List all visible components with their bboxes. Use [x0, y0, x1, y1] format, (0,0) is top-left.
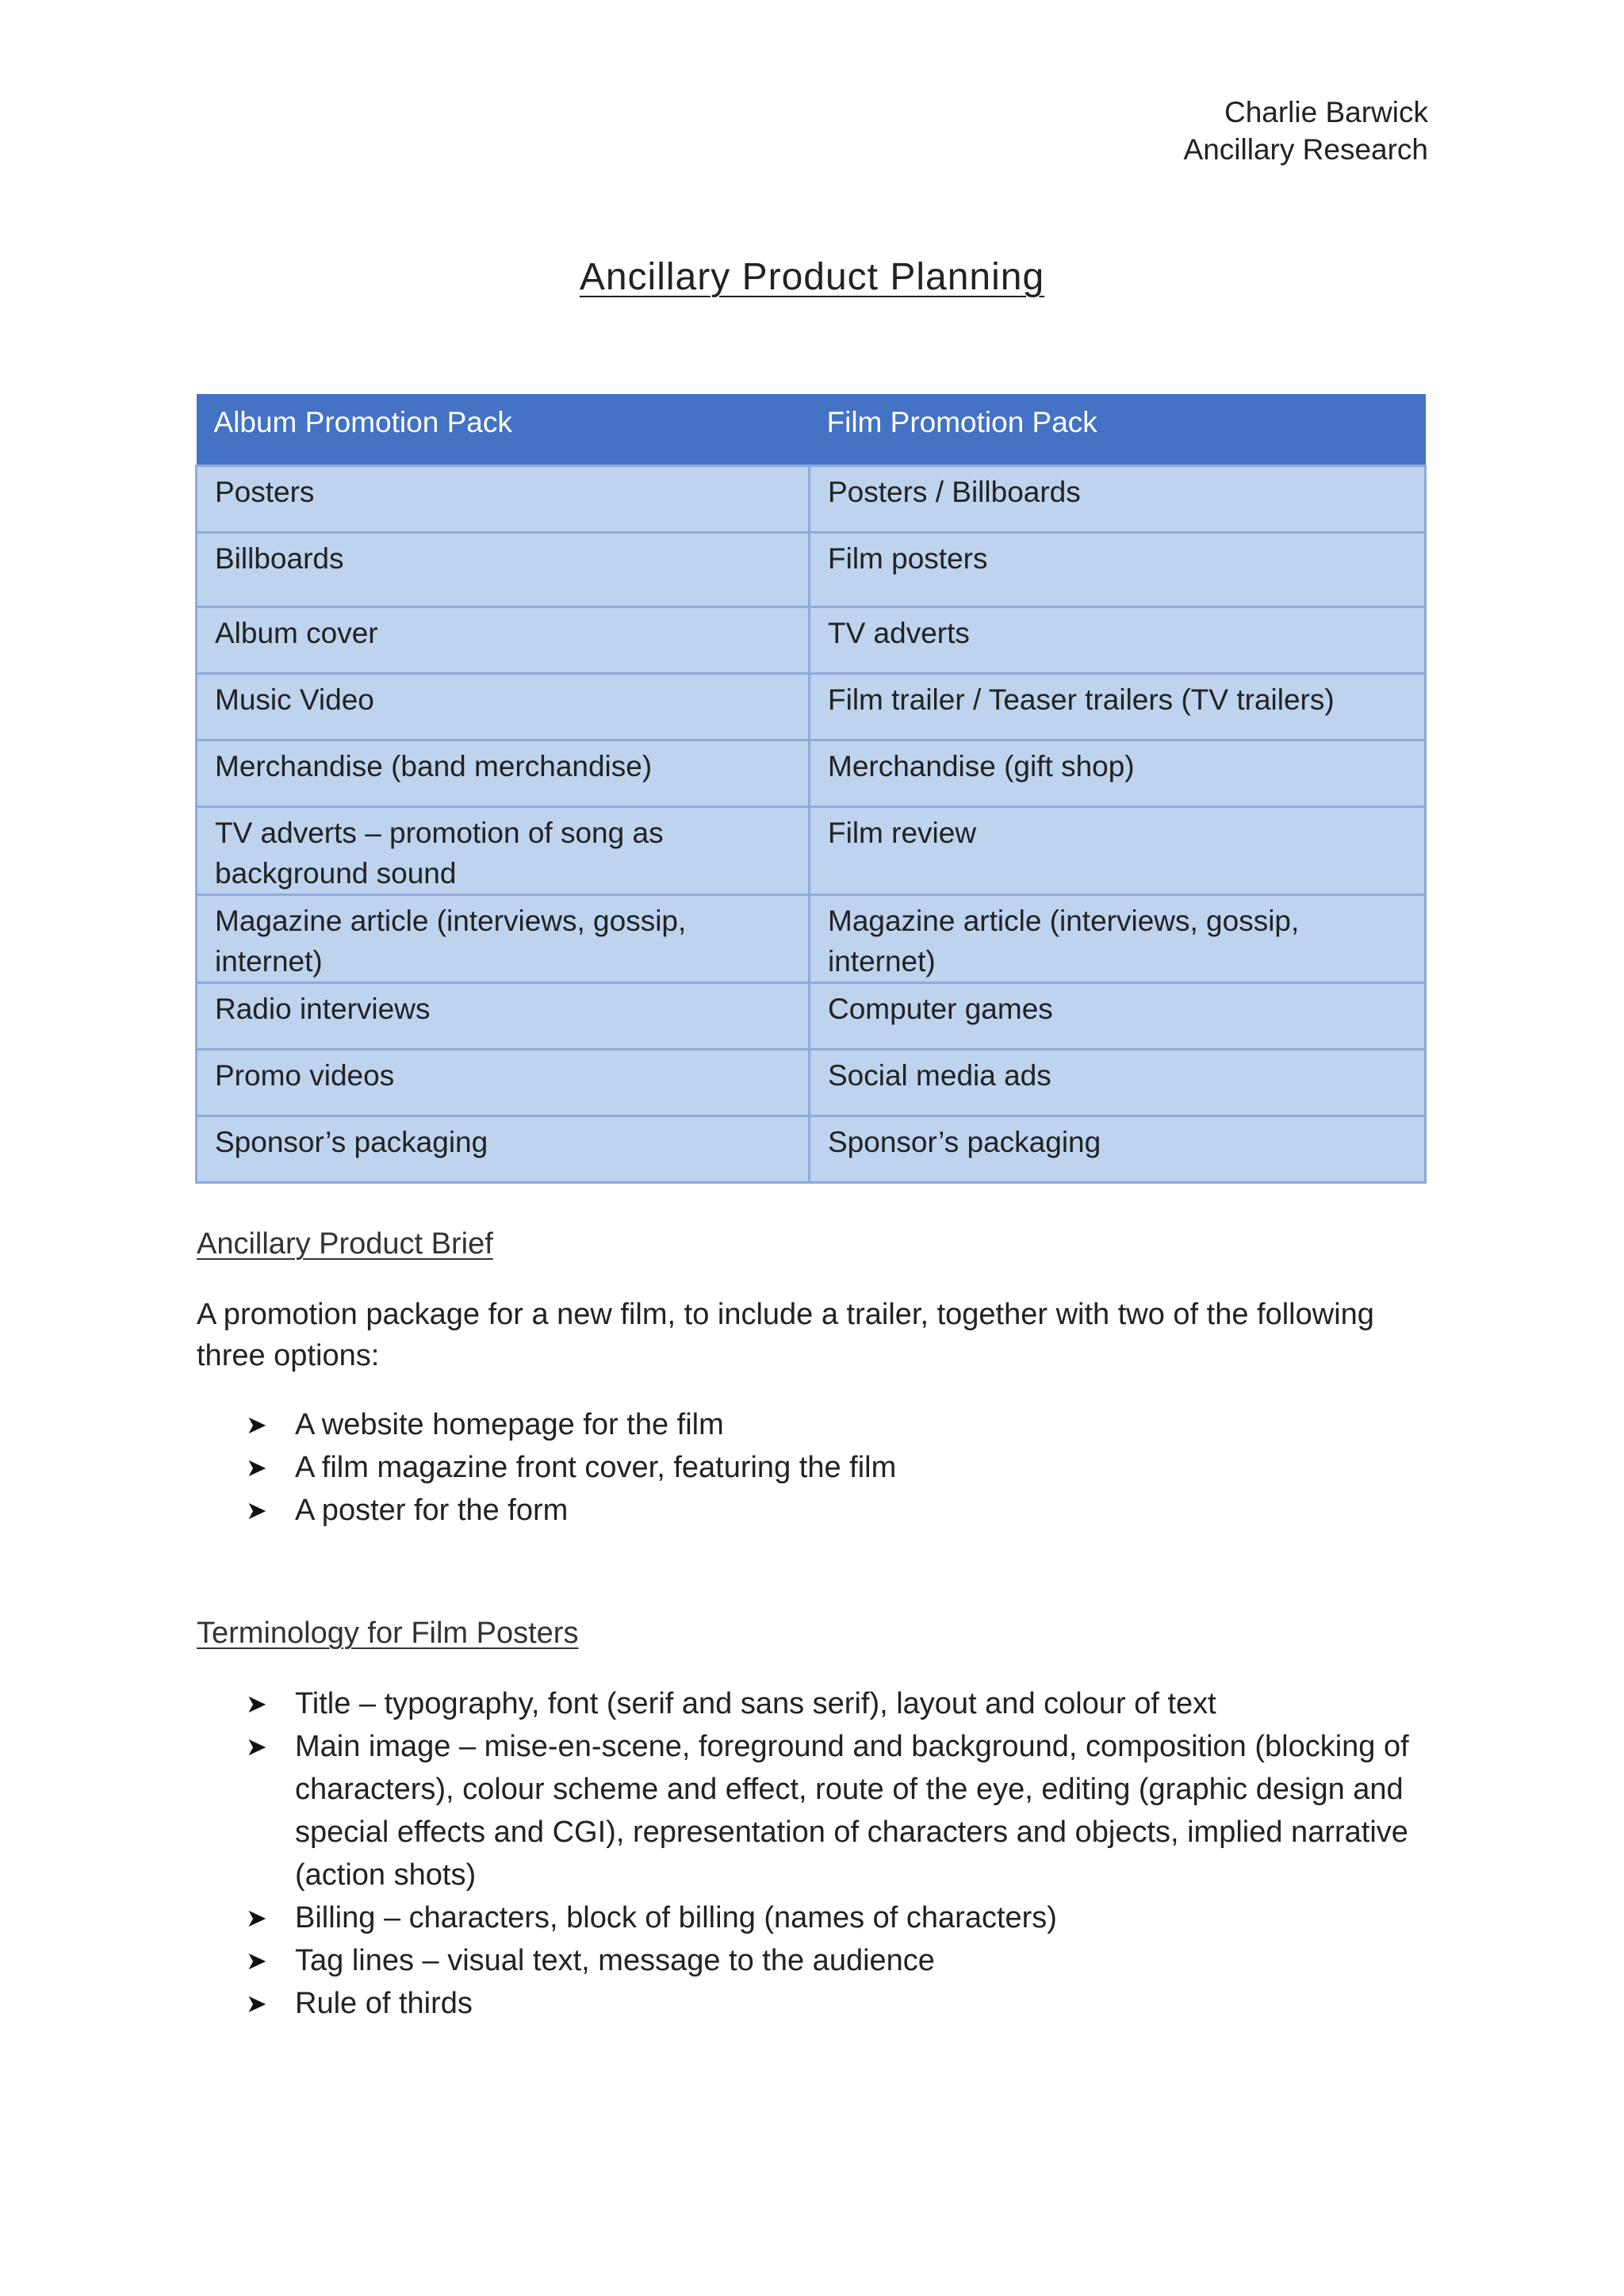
table-row: [197, 465, 1426, 532]
table-row: [197, 1049, 1426, 1115]
table-row: [197, 740, 1426, 806]
author-name: Charlie Barwick: [1224, 96, 1428, 128]
column-header-album: Album Promotion Pack: [197, 394, 810, 465]
list-item: [197, 1446, 1434, 1489]
table-cell-album: Album cover: [197, 607, 810, 673]
terminology-heading: Terminology for Film Posters: [197, 1617, 579, 1650]
list-item-text: Rule of thirds: [295, 1987, 473, 2020]
table-row: [197, 607, 1426, 673]
table-row: [197, 894, 1426, 982]
table-cell-album: Radio interviews: [197, 982, 810, 1049]
list-item: [197, 1489, 1434, 1532]
list-item: [197, 1939, 1434, 1982]
brief-heading: Ancillary Product Brief: [197, 1227, 493, 1261]
page-title: Ancillary Product Planning: [579, 256, 1045, 298]
promotion-pack-table-wrapper: [195, 394, 1424, 1184]
column-header-film: Film Promotion Pack: [810, 394, 1426, 465]
arrow-bullet-icon: ➤: [246, 1410, 267, 1439]
table-row: [197, 532, 1426, 607]
table-cell-album: Music Video: [197, 673, 810, 740]
promotion-pack-table: [195, 394, 1427, 1184]
list-item-text: Billing – characters, block of billing (names of characters): [295, 1901, 1057, 1934]
arrow-bullet-icon: ➤: [246, 1989, 267, 2018]
table-cell-album: Billboards: [197, 532, 810, 607]
table-cell-film: Film review: [810, 806, 1426, 894]
table-cell-film: Social media ads: [810, 1049, 1426, 1115]
table-row: [197, 1115, 1426, 1182]
list-item: [197, 1403, 1434, 1446]
list-item-text: A website homepage for the film: [295, 1408, 724, 1441]
list-item-text: Title – typography, font (serif and sans serif), layout and colour of text: [295, 1687, 1216, 1720]
arrow-bullet-icon: ➤: [246, 1904, 267, 1932]
table-cell-film: Computer games: [810, 982, 1426, 1049]
table-cell-album: Merchandise (band merchandise): [197, 740, 810, 806]
table-cell-film: Posters / Billboards: [810, 465, 1426, 532]
table-row: [197, 806, 1426, 894]
table-cell-album: Posters: [197, 465, 810, 532]
arrow-bullet-icon: ➤: [246, 1496, 267, 1525]
table-cell-film: Film posters: [810, 532, 1426, 607]
table-cell-film: TV adverts: [810, 607, 1426, 673]
list-item: [197, 1982, 1434, 2025]
list-item-text: A poster for the form: [295, 1494, 569, 1527]
table-cell-album: Sponsor’s packaging: [197, 1115, 810, 1182]
table-cell-film: Sponsor’s packaging: [810, 1115, 1426, 1182]
table-cell-film: Magazine article (interviews, gossip, internet): [810, 894, 1426, 982]
terminology-list: [197, 1682, 1434, 2025]
brief-intro: A promotion package for a new film, to include a trailer, together with two of the following three options:: [197, 1298, 1374, 1372]
list-item-text: Main image – mise-en-scene, foreground and background, composition (blocking of characters), colour scheme and effect, route of the eye, editing (graphic design and special effects and CGI), representation of characters and objects, implied narrative (action shots): [295, 1730, 1409, 1892]
table-cell-album: Promo videos: [197, 1049, 810, 1115]
table-cell-album: TV adverts – promotion of song as background sound: [197, 806, 810, 894]
table-row: [197, 673, 1426, 740]
table-cell-album: Magazine article (interviews, gossip, internet): [197, 894, 810, 982]
document-header: [1184, 94, 1428, 168]
arrow-bullet-icon: ➤: [246, 1453, 267, 1482]
list-item: [197, 1896, 1434, 1939]
brief-options-list: [197, 1403, 1434, 1532]
list-item: [197, 1725, 1434, 1896]
table-header-row: [197, 394, 1426, 465]
list-item: [197, 1682, 1434, 1725]
list-item-text: A film magazine front cover, featuring the film: [295, 1451, 897, 1484]
table-cell-film: Film trailer / Teaser trailers (TV trailers): [810, 673, 1426, 740]
document-subtitle: Ancillary Research: [1183, 133, 1428, 166]
table-row: [197, 982, 1426, 1049]
arrow-bullet-icon: ➤: [246, 1689, 267, 1718]
list-item-text: Tag lines – visual text, message to the audience: [295, 1944, 935, 1977]
table-cell-film: Merchandise (gift shop): [810, 740, 1426, 806]
arrow-bullet-icon: ➤: [246, 1732, 267, 1761]
arrow-bullet-icon: ➤: [246, 1946, 267, 1975]
